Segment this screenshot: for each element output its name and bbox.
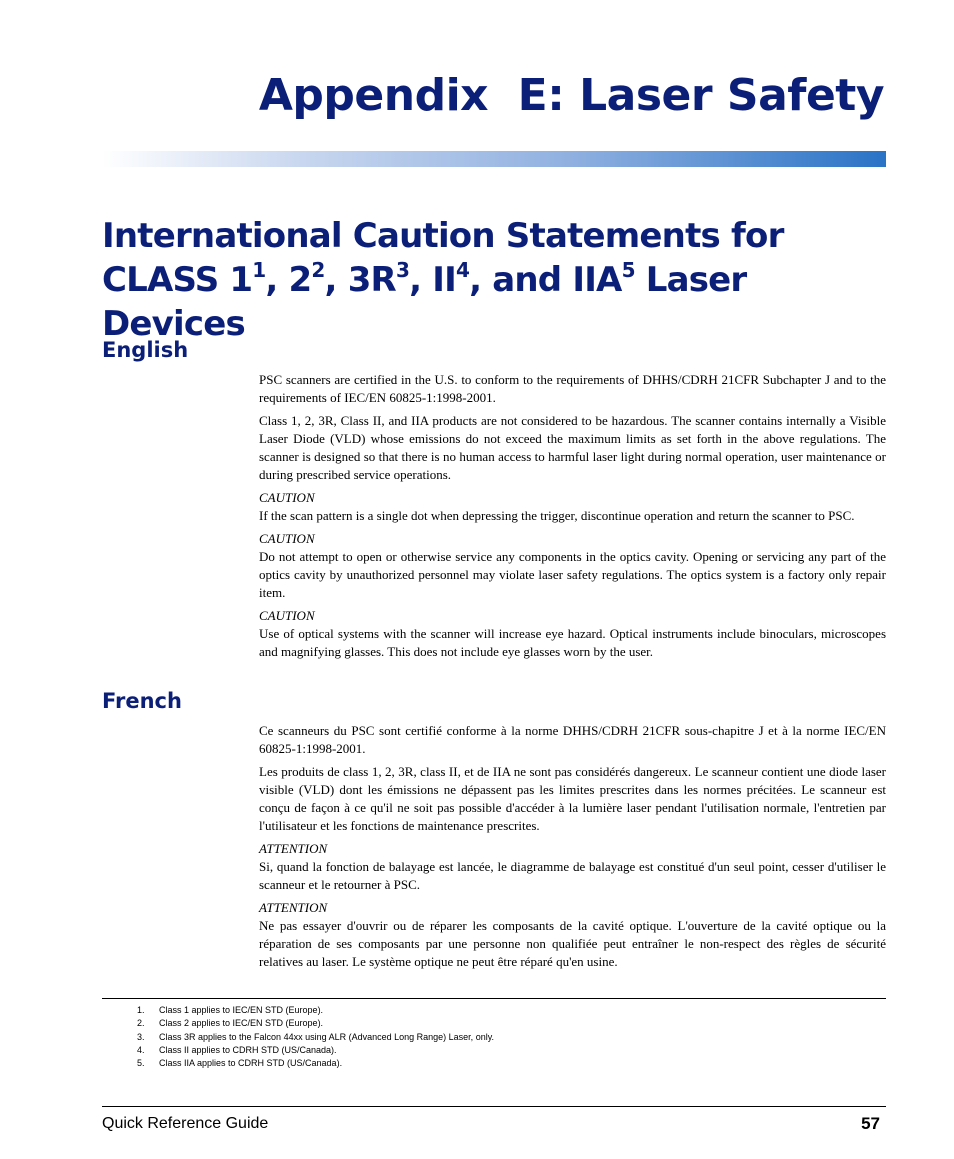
footnote-text: Class 2 applies to IEC/EN STD (Europe). [159, 1018, 324, 1029]
footnote-ref-4: 4 [455, 258, 470, 282]
attention-text: Si, quand la fonction de balayage est lancée, le diagramme de balayage est constitué d'un seul point, cesser d'utiliser le scanneur et le retourner à PSC. [259, 859, 886, 892]
caution-label: CAUTION [259, 608, 315, 623]
section-title-text: Laser Devices [102, 260, 747, 344]
english-body [259, 371, 886, 666]
footnote-number: 3. [137, 1031, 145, 1042]
caution-text: If the scan pattern is a single dot when depressing the trigger, discontinue operation and return the scanner to PSC. [259, 508, 855, 523]
footnote-ref-3: 3 [395, 258, 410, 282]
footnote-number: 2. [137, 1018, 145, 1029]
header-gradient-bar [102, 151, 886, 167]
footnote-text: Class 1 applies to IEC/EN STD (Europe). [159, 1005, 324, 1015]
footnote-item [137, 1031, 494, 1044]
section-title-text: , and IIA [469, 260, 622, 300]
caution-text: Use of optical systems with the scanner will increase eye hazard. Optical instruments include binoculars, microscopes and magnifying glasses. This does not include eye glasses worn by the user. [259, 626, 886, 659]
footnote-item [137, 1044, 494, 1057]
footnote-text: Class IIA applies to CDRH STD (US/Canada). [159, 1058, 343, 1069]
footnote-ref-1: 1 [252, 258, 266, 282]
caution-label: CAUTION [259, 490, 315, 505]
footnote-text: Class 3R applies to the Falcon 44xx using ALR (Advanced Long Range) Laser, only. [159, 1031, 495, 1042]
footnote-number: 5. [137, 1058, 145, 1069]
caution-label: CAUTION [259, 531, 315, 546]
footnotes-list [137, 1004, 494, 1070]
section-title-text: , II [409, 260, 456, 300]
english-heading: English [102, 338, 189, 362]
section-title-text: , 3R [324, 260, 396, 300]
footnote-text: Class II applies to CDRH STD (US/Canada). [159, 1044, 337, 1055]
caution-text: Do not attempt to open or otherwise service any components in the optics cavity. Opening or servicing any part of the optics cavity by unauthorized personnel may violate laser safety regulations. The optics system is a factory only repair item. [259, 549, 886, 600]
section-title [102, 214, 892, 346]
attention-label: ATTENTION [259, 900, 328, 915]
french-paragraph-1: Ce scanneurs du PSC sont certifié conforme à la norme DHHS/CDRH 21CFR sous-chapitre J et à la norme IEC/EN 60825-1:1998-2001. [259, 723, 886, 756]
french-body [259, 722, 886, 976]
attention-text: Ne pas essayer d'ouvrir ou de réparer les composants de la cavité optique. L'ouverture de la cavité optique ou la réparation de ses composants par une personne non qualifiée peut entraîner le non-respect des règles de sécurité relatives au laser. Le système optique ne peut être réparé qu'en usine. [259, 918, 886, 969]
footnote-number: 4. [137, 1044, 145, 1055]
page-number: 57 [861, 1114, 880, 1133]
attention-label: ATTENTION [259, 841, 328, 856]
english-paragraph-2: Class 1, 2, 3R, Class II, and IIA products are not considered to be hazardous. The scanner contains internally a Visible Laser Diode (VLD) whose emissions do not exceed the maximum limits as set forth in the above regulations. The scanner is designed so that there is no human access to harmful laser light during normal operation, user maintenance or during prescribed service operations. [259, 413, 886, 482]
footnote-number: 1. [137, 1005, 145, 1015]
footnote-ref-5: 5 [621, 258, 635, 282]
section-title-text: International Caution Statements for CLASS 1 [102, 216, 784, 300]
french-heading: French [102, 689, 182, 713]
english-paragraph-1: PSC scanners are certified in the U.S. to conform to the requirements of DHHS/CDRH 21CFR Subchapter J and to the requirements of IEC/EN 60825-1:1998-2001. [259, 372, 886, 405]
footnote-divider [102, 998, 886, 999]
footnote-item [137, 1004, 494, 1017]
footnote-ref-2: 2 [311, 258, 325, 282]
footnote-item [137, 1057, 494, 1070]
appendix-title: Appendix E: Laser Safety [258, 70, 884, 121]
french-paragraph-2: Les produits de class 1, 2, 3R, class II, et de IIA ne sont pas considérés dangereux. Le scanneur contient une diode laser visible (VLD) dont les émissions ne dépassent pas les limites prescrites dans les normes précitées. Le scanneur est conçu de façon à ce qu'il ne soit pas possible d'accéder à la lumière laser pendant l'utilisation normale, l'entretien par l'utilisateur et les fonctions de maintenance prescrites. [259, 764, 886, 833]
section-title-text: , 2 [265, 260, 312, 300]
footer-divider [102, 1106, 886, 1107]
footnote-item [137, 1017, 494, 1030]
footer-guide-title: Quick Reference Guide [102, 1115, 269, 1132]
